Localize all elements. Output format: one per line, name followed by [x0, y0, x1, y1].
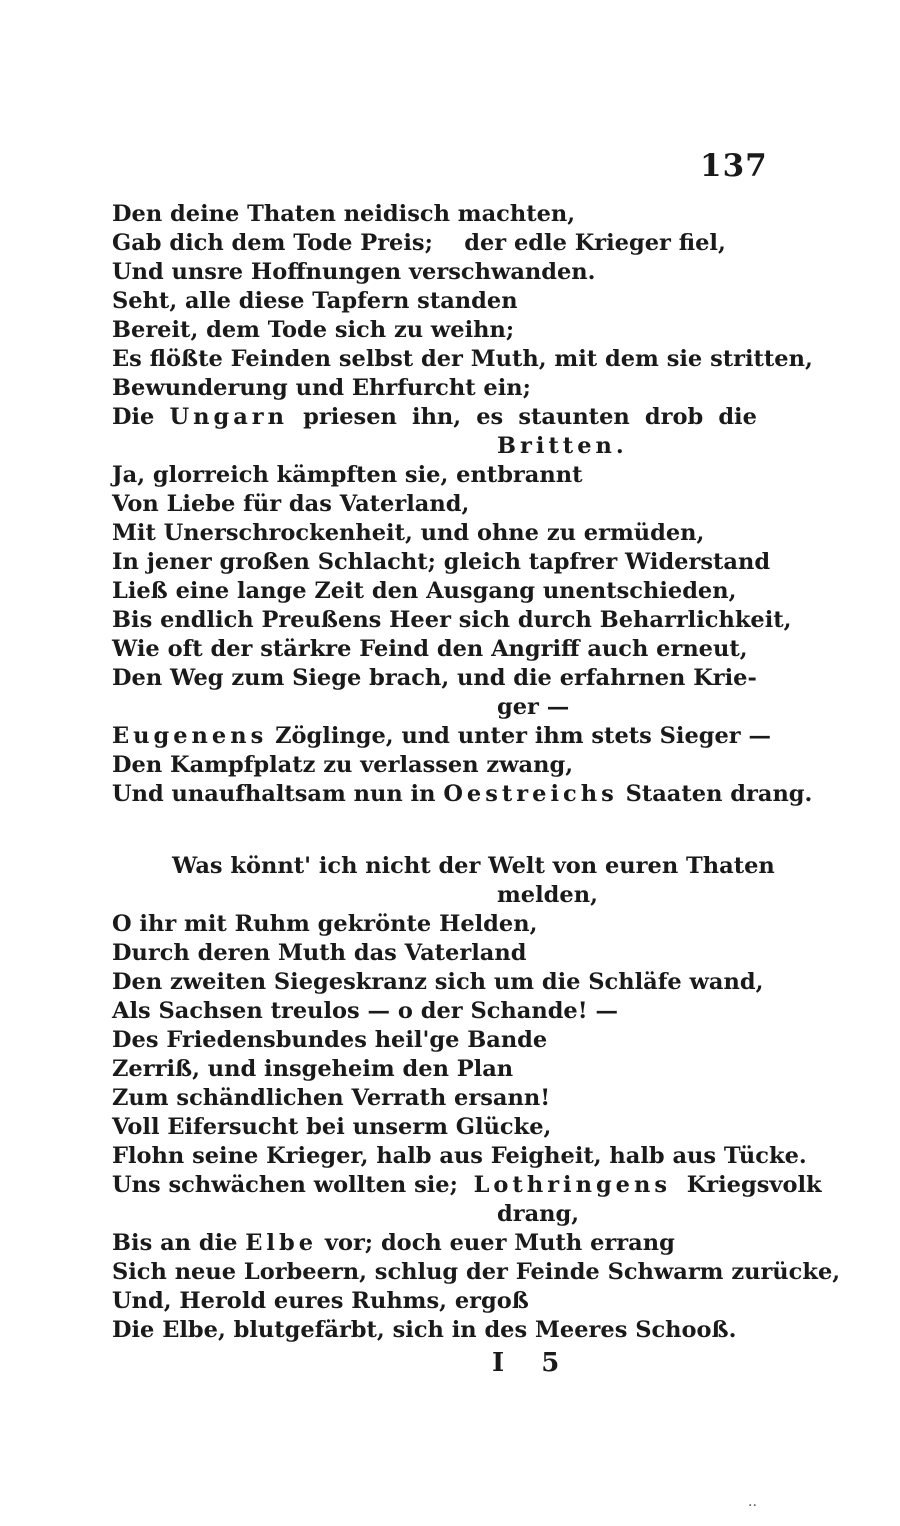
verse-continuation: ger — [497, 694, 570, 720]
verse-line: Voll Eifersucht bei unserm Glücke, [112, 1114, 552, 1140]
verse-line: Zum schändlichen Verrath ersann! [112, 1085, 551, 1111]
verse-line: Ließ eine lange Zeit den Ausgang unentschieden, [112, 578, 737, 604]
verse-line: In jener großen Schlacht; gleich tapfrer Widerstand [112, 549, 771, 575]
page-number: 137 [700, 148, 768, 184]
verse-continuation: drang, [497, 1201, 580, 1227]
signature-mark: I 5 [492, 1348, 574, 1378]
verse-line: Gab dich dem Tode Preis; der edle Krieger fiel, [112, 230, 726, 256]
verse-line: Des Friedensbundes heil'ge Bande [112, 1027, 548, 1053]
verse-line: Durch deren Muth das Vaterland [112, 940, 527, 966]
verse-line: Den Kampfplatz zu verlassen zwang, [112, 752, 574, 778]
verse-line: Und unsre Hoffnungen verschwanden. [112, 259, 596, 285]
emphasized-word: Oestreichs [443, 781, 618, 807]
verse-line: Eugenens Zöglinge, und unter ihm stets Sieger — [112, 723, 771, 749]
verse-line: Uns schwächen wollten sie; Lothringens Kriegsvolk [112, 1172, 822, 1198]
verse-line-justified: Die Ungarn priesen ihn, es staunten drob die [112, 404, 757, 430]
emphasized-word: Ungarn [169, 404, 288, 430]
verse-line: Flohn seine Krieger, halb aus Feigheit, halb aus Tücke. [112, 1143, 807, 1169]
verse-line: Als Sachsen treulos — o der Schande! — [112, 998, 618, 1024]
emphasized-word: Eugenens [112, 723, 268, 749]
verse-line: Von Liebe für das Vaterland, [112, 491, 470, 517]
emphasized-word: Elbe [245, 1230, 318, 1256]
verse-line: Wie oft der stärkre Feind den Angriff auch erneut, [112, 636, 748, 662]
stanza-2 [112, 852, 841, 1345]
verse-line: Bewunderung und Ehrfurcht ein; [112, 375, 531, 401]
emphasized-word: Lothringens [473, 1172, 672, 1198]
verse-line: Den Weg zum Siege brach, und die erfahrnen Krie- [112, 665, 757, 691]
stanza-1 [112, 200, 813, 809]
verse-line: Den deine Thaten neidisch machten, [112, 201, 576, 227]
verse-line: Bis an die Elbe vor; doch euer Muth errang [112, 1230, 675, 1256]
verse-line: Ja, glorreich kämpften sie, entbrannt [112, 462, 583, 488]
verse-line: Sich neue Lorbeern, schlug der Feinde Schwarm zurücke, [112, 1259, 841, 1285]
verse-continuation: melden, [497, 882, 598, 908]
paper-specks: .. [748, 1494, 757, 1510]
verse-line: Den zweiten Siegeskranz sich um die Schläfe wand, [112, 969, 764, 995]
verse-continuation: Britten. [497, 433, 628, 459]
verse-line: O ihr mit Ruhm gekrönte Helden, [112, 911, 538, 937]
verse-line: Und, Herold eures Ruhms, ergoß [112, 1288, 529, 1314]
verse-line: Bereit, dem Tode sich zu weihn; [112, 317, 515, 343]
verse-line: Mit Unerschrockenheit, und ohne zu ermüden, [112, 520, 705, 546]
verse-line: Was könnt' ich nicht der Welt von euren Thaten [172, 853, 775, 879]
verse-line: Und unaufhaltsam nun in Oestreichs Staaten drang. [112, 781, 813, 807]
verse-line: Seht, alle diese Tapfern standen [112, 288, 518, 314]
verse-line: Zerriß, und insgeheim den Plan [112, 1056, 514, 1082]
verse-line: Die Elbe, blutgefärbt, sich in des Meeres Schooß. [112, 1317, 737, 1343]
verse-line: Bis endlich Preußens Heer sich durch Beharrlichkeit, [112, 607, 792, 633]
verse-line: Es flößte Feinden selbst der Muth, mit dem sie stritten, [112, 346, 813, 372]
